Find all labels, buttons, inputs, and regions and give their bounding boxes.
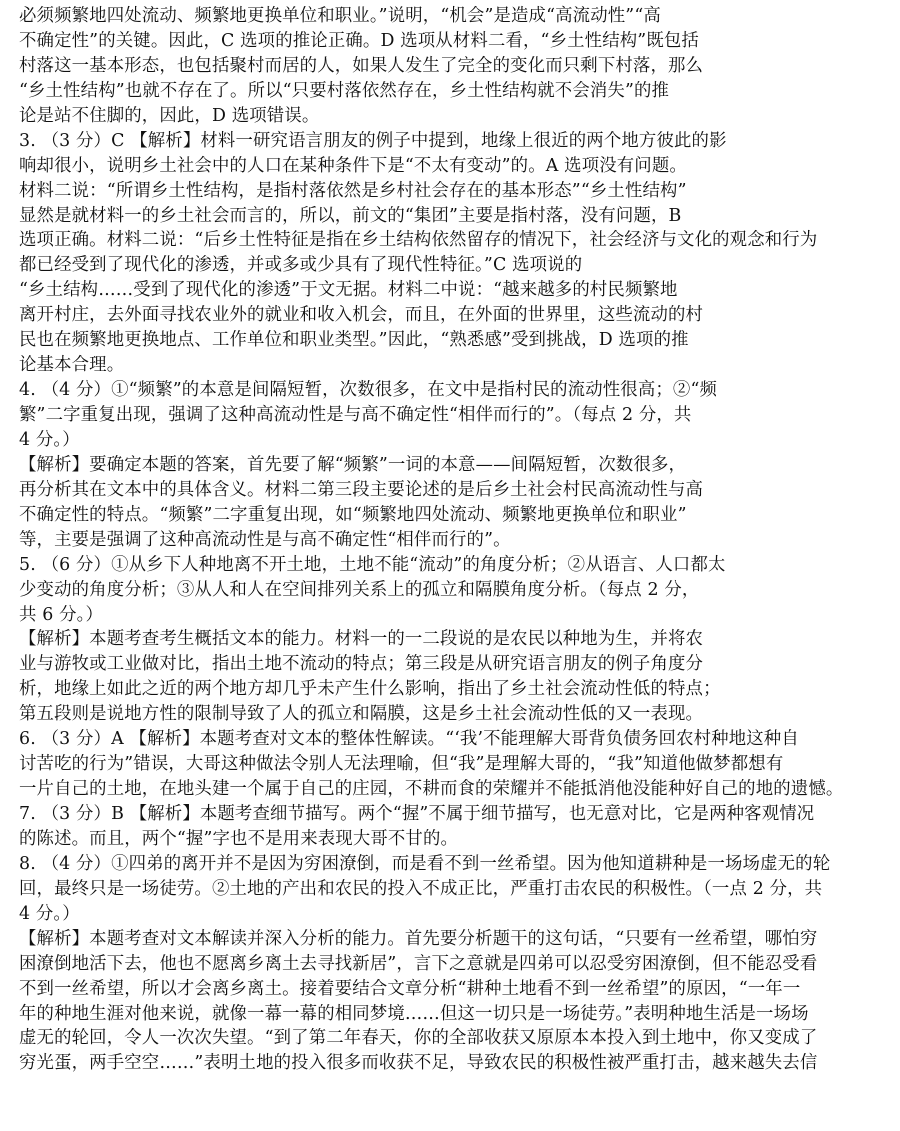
text-line: 4 分。） <box>19 903 80 924</box>
text-line: 6. （3 分）A 【解析】本题考查对文本的整体性解读。“‘我’不能理解大哥背负债务回农村种地这种自 <box>19 729 799 750</box>
text-line: 不确定性的特点。“频繁”二字重复出现，如“频繁地四处流动、频繁地更换单位和职业” <box>19 504 687 525</box>
text-line <box>19 1076 889 1101</box>
text-line: 论是站不住脚的，因此，D 选项错误。 <box>19 105 320 126</box>
text-line: 年的种地生涯对他来说，就像一幕一幕的相同梦境……但这一切只是一场徒劳。”表明种地生活是一场场 <box>19 1003 809 1024</box>
text-line: 4. （4 分）①“频繁”的本意是间隔短暂，次数很多，在文中是指村民的流动性很高；②“频 <box>19 380 718 401</box>
text-line: 显然是就材料一的乡土社会而言的，所以，前文的“集团”主要是指村落，没有问题，B <box>19 205 682 226</box>
text-line: 析，地缘上如此之近的两个地方却几乎未产生什么影响，指出了乡土社会流动性低的特点； <box>19 679 721 700</box>
text-line: 8. （4 分）①四弟的离开并不是因为穷困潦倒，而是看不到一丝希望。因为他知道耕种是一场场虚无的轮 <box>19 853 831 874</box>
text-line: 7. （3 分）B 【解析】本题考查细节描写。两个“握”不属于细节描写，也无意对比，它是两种客观情况 <box>19 804 815 824</box>
text-line: 回，最终只是一场徒劳。②土地的产出和农民的投入不成正比，严重打击农民的积极性。（一点 2 分，共 <box>19 878 823 899</box>
text-line: 虚无的轮回，令人一次次失望。“到了第二年春天，你的全部收获又原原本本投入到土地中，你又变成了 <box>19 1028 818 1049</box>
text-line: 第五段则是说地方性的限制导致了人的孤立和隔膜，这是乡土社会流动性低的又一表现。 <box>19 704 704 725</box>
text-line: 穷光蛋，两手空空……”表明土地的投入很多而收获不足，导致农民的积极性被严重打击，越来越失去信 <box>19 1053 818 1074</box>
text-line: 离开村庄，去外面寻找农业外的就业和收入机会，而且，在外面的世界里，这些流动的村 <box>19 305 704 326</box>
text-line: 不到一丝希望，所以才会离乡离土。接着要结合文章分析“耕种土地看不到一丝希望”的原因，“一年一 <box>19 978 801 999</box>
text-line: 【解析】要确定本题的答案，首先要了解“频繁”一词的本意——间隔短暂，次数很多， <box>19 454 687 475</box>
text-line: 业与游牧或工业做对比，指出土地不流动的特点；第三段是从研究语言朋友的例子角度分 <box>19 654 704 675</box>
text-line: 响却很小，说明乡土社会中的人口在某种条件下是“不太有变动”的。A 选项没有问题。 <box>19 155 687 176</box>
text-line: 论基本合理。 <box>19 355 125 376</box>
text-line: 民也在频繁地更换地点、工作单位和职业类型。”因此，“熟悉感”受到挑战，D 选项的推 <box>19 330 689 351</box>
text-line: 讨苦吃的行为”错误，大哥这种做法令别人无法理喻，但“我”是理解大哥的，“我”知道他做梦都想有 <box>19 754 784 775</box>
text-line: 困潦倒地活下去，他也不愿离乡离土去寻找新居”，言下之意就是四弟可以忍受穷困潦倒，但不能忍受看 <box>19 953 818 974</box>
text-line: 【解析】本题考查考生概括文本的能力。材料一的一二段说的是农民以种地为生，并将农 <box>19 629 704 650</box>
text-line: 必须频繁地四处流动、频繁地更换单位和职业。”说明，“机会”是造成“高流动性”“高 <box>19 6 661 26</box>
text-line: 3. （3 分）C 【解析】材料一研究语言朋友的例子中提到，地缘上很近的两个地方彼此的影 <box>19 130 727 151</box>
text-line: 【解析】本题考查对文本解读并深入分析的能力。首先要分析题干的这句话，“只要有一丝希望，哪怕穷 <box>19 928 818 949</box>
text-line: “乡土结构……受到了现代化的渗透”于文无据。材料二中说：“越来越多的村民频繁地 <box>19 280 678 301</box>
text-line: 的陈述。而且，两个“握”字也不是用来表现大哥不甘的。 <box>19 828 459 849</box>
text-line: 选项正确。材料二说：“后乡土性特征是指在乡土结构依然留存的情况下，社会经济与文化的观念和行为 <box>19 230 818 251</box>
text-line: 少变动的角度分析；③从人和人在空间排列关系上的孤立和隔膜角度分析。（每点 2 分， <box>19 579 700 600</box>
text-line: 繁”二字重复出现，强调了这种高流动性是与高不确定性“相伴而行的”。（每点 2 分，共 <box>19 405 692 425</box>
text-line: 共 6 分。） <box>19 604 104 625</box>
text-line <box>19 1101 889 1126</box>
text-line: 4 分。） <box>19 429 80 450</box>
text-line: 村落这一基本形态，也包括聚村而居的人，如果人发生了完全的变化而只剩下村落，那么 <box>19 55 704 76</box>
text-line: 都已经受到了现代化的渗透，并或多或少具有了现代性特征。”C 选项说的 <box>19 255 583 276</box>
document-page <box>19 4 889 1126</box>
text-line: 不确定性”的关键。因此，C 选项的推论正确。D 选项从材料二看，“乡土性结构”既包括 <box>19 30 699 51</box>
text-line: 材料二说：“所谓乡土性结构，是指村落依然是乡村社会存在的基本形态”“乡土性结构” <box>19 180 687 201</box>
text-line: 一片自己的土地，在地头建一个属于自己的庄园，不耕而食的荣耀并不能抵消他没能种好自己的地的遗憾。 <box>19 779 844 800</box>
text-line: 再分析其在文本中的具体含义。材料二第三段主要论述的是后乡土社会村民高流动性与高 <box>19 479 704 500</box>
text-line: 5. （6 分）①从乡下人种地离不开土地，土地不能“流动”的角度分析；②从语言、人口都太 <box>19 554 726 575</box>
text-line: 等，主要是强调了这种高流动性是与高不确定性“相伴而行的”。 <box>19 529 511 550</box>
text-line: “乡土性结构”也就不存在了。所以“只要村落依然存在，乡土性结构就不会消失”的推 <box>19 80 670 101</box>
